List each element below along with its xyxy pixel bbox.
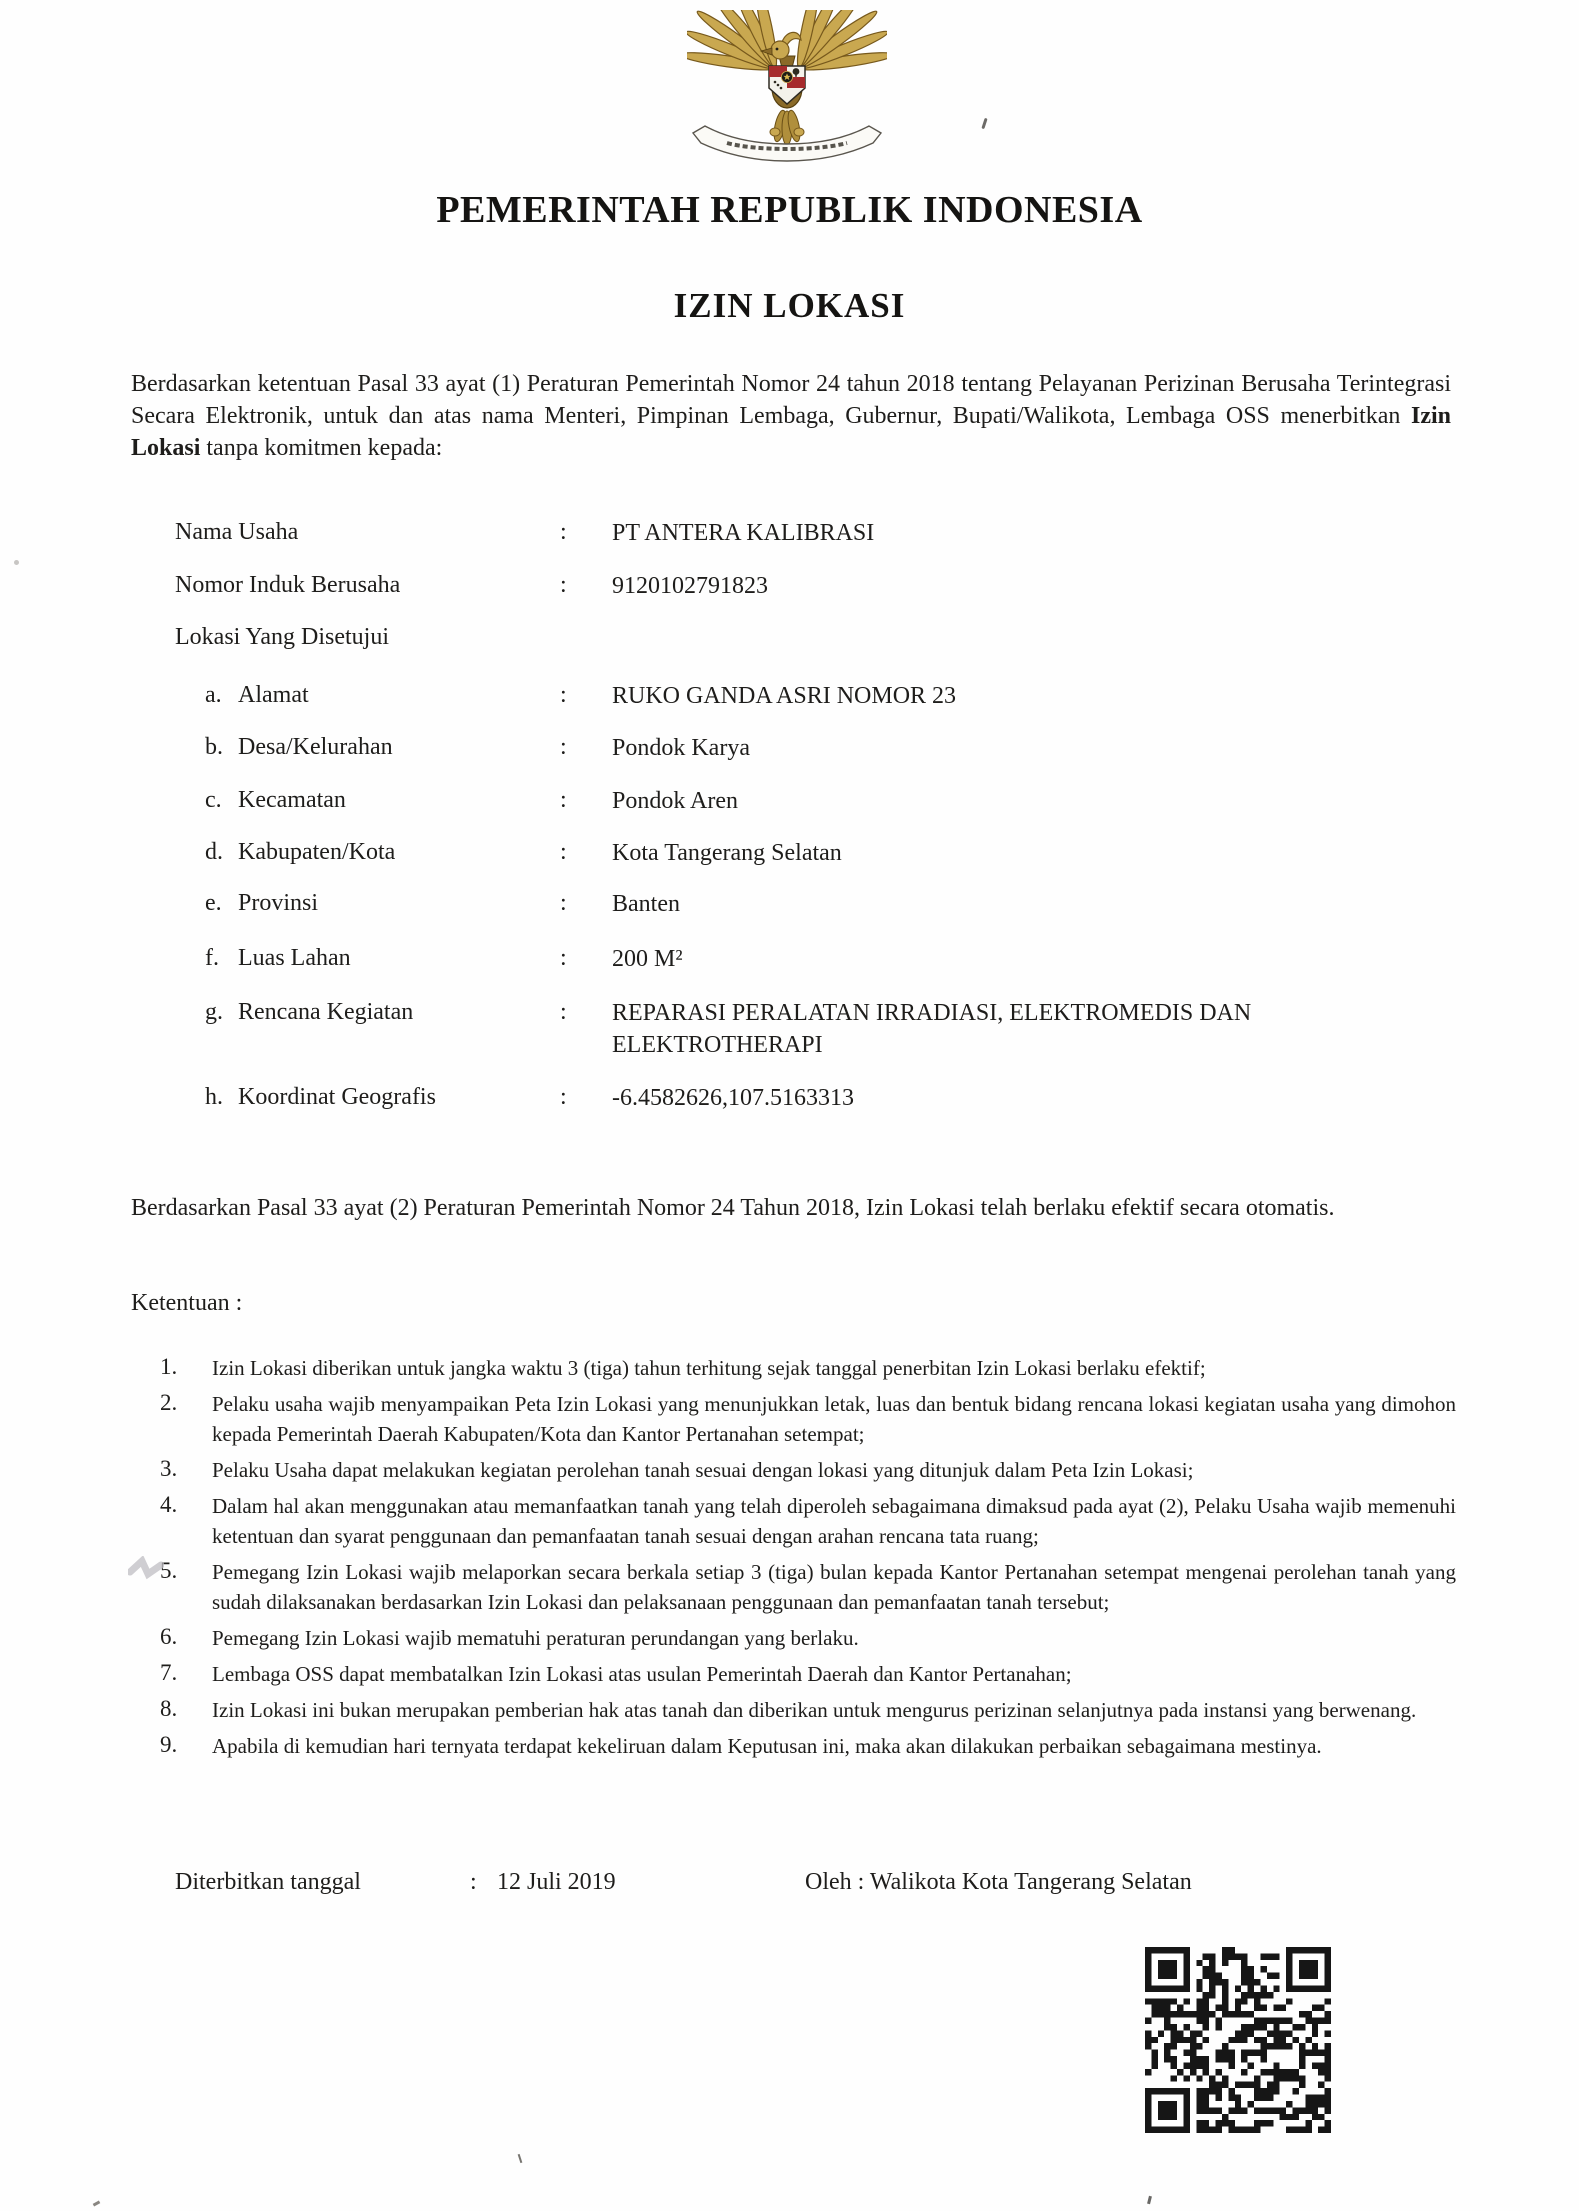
colon-separator: : [560,839,567,865]
list-item [160,1353,1456,1383]
item-value: Pondok Karya [612,735,750,761]
item-number: 7. [160,1660,178,1685]
field-label: Lokasi Yang Disetujui [175,624,390,650]
list-item [160,1491,1456,1551]
item-number: 3. [160,1456,178,1481]
item-text: Izin Lokasi ini bukan merupakan pemberian hak atas tanah dan diberikan untuk mengurus perizinan selanjutnya pada instansi yang berwenang. [212,1698,1417,1722]
item-value: Banten [612,891,680,917]
item-value: -6.4582626,107.5163313 [612,1085,854,1111]
item-number: 9. [160,1732,178,1757]
item-label: Desa/Kelurahan [238,734,393,760]
list-item [160,1455,1456,1485]
item-value: RUKO GANDA ASRI NOMOR 23 [612,683,957,709]
item-letter: d. [205,839,223,865]
item-text: Dalam hal akan menggunakan atau memanfaatkan tanah yang telah diperoleh sebagaimana dimaksud pada ayat (2), Pelaku Usaha wajib memenuhi ketentuan dan syarat penggunaan dan pemanfaatan tanah sesuai dengan arahan rencana tata ruang; [212,1494,1456,1548]
list-item [160,1389,1456,1449]
item-text: Pemegang Izin Lokasi wajib melaporkan secara berkala setiap 3 (tiga) bulan kepada Kantor Pertanahan setempat mengenai perolehan tanah yang sudah dilaksanakan berdasarkan Izin Lokasi dan pelaksanaan penggunaan dan pemanfaatan tanah tersebut; [212,1560,1456,1614]
scan-artifact [14,560,19,565]
scan-artifact [128,1556,164,1584]
scan-artifact [93,2201,101,2207]
item-letter: f. [205,945,219,971]
item-number: 2. [160,1390,178,1415]
item-number: 4. [160,1492,178,1517]
item-letter: b. [205,734,223,760]
intro-text-post: tanpa komitmen kepada: [200,435,443,461]
colon-separator: : [560,890,567,916]
scan-artifact [981,118,987,129]
item-label: Kabupaten/Kota [238,839,396,865]
item-label: Alamat [238,682,309,708]
colon-separator: : [560,999,567,1025]
item-text: Lembaga OSS dapat membatalkan Izin Lokasi atas usulan Pemerintah Daerah dan Kantor Pertanahan; [212,1662,1072,1686]
field-value: 9120102791823 [612,573,768,599]
item-letter: c. [205,787,222,813]
qr-code [1145,1947,1331,2133]
colon-separator: : [560,1084,567,1110]
list-item [160,1623,1456,1653]
issued-date-label: Diterbitkan tanggal [175,1869,361,1895]
item-text: Izin Lokasi diberikan untuk jangka waktu 3 (tiga) tahun terhitung sejak tanggal penerbitan Izin Lokasi berlaku efektif; [212,1356,1206,1380]
item-letter: g. [205,999,223,1025]
page-title: PEMERINTAH REPUBLIK INDONESIA [436,189,1143,231]
item-letter: h. [205,1084,223,1110]
list-item [160,1557,1456,1617]
item-label: Kecamatan [238,787,346,813]
colon-separator: : [470,1869,477,1895]
item-number: 1. [160,1354,178,1379]
item-number: 8. [160,1696,178,1721]
issued-by: Oleh : Walikota Kota Tangerang Selatan [805,1869,1192,1895]
colon-separator: : [560,519,567,545]
item-number: 6. [160,1624,178,1649]
document-type-title: IZIN LOKASI [673,286,906,325]
item-label: Rencana Kegiatan [238,999,414,1025]
ketentuan-heading: Ketentuan : [131,1290,243,1316]
item-value: 200 M² [612,946,683,972]
list-item [160,1695,1456,1725]
intro-text-pre: Berdasarkan ketentuan Pasal 33 ayat (1) Peraturan Pemerintah Nomor 24 tahun 2018 tentang Pelayanan Perizinan Berusaha Terintegrasi Secara Elektronik, untuk dan atas nama Menteri, Pimpinan Lembaga, Gubernur, Bupati/Walikota, Lembaga OSS menerbitkan [131,371,1451,429]
item-text: Pelaku usaha wajib menyampaikan Peta Izin Lokasi yang menunjukkan letak, luas dan bentuk bidang rencana lokasi kegiatan usaha yang dimohon kepada Pemerintah Daerah Kabupaten/Kota dan Kantor Pertanahan setempat; [212,1392,1456,1446]
item-letter: a. [205,682,222,708]
item-value: Kota Tangerang Selatan [612,840,842,866]
list-item [160,1731,1456,1761]
intro-paragraph [131,368,1451,464]
item-label: Koordinat Geografis [238,1084,436,1110]
scan-artifact [1147,2196,1152,2204]
effective-note-paragraph: Berdasarkan Pasal 33 ayat (2) Peraturan Pemerintah Nomor 24 Tahun 2018, Izin Lokasi telah berlaku efektif secara otomatis. [131,1195,1335,1221]
colon-separator: : [560,682,567,708]
colon-separator: : [560,572,567,598]
colon-separator: : [560,787,567,813]
qr-code-icon [1145,1947,1331,2133]
ketentuan-list [160,1353,1456,1767]
item-value: Pondok Aren [612,788,738,814]
item-value: REPARASI PERALATAN IRRADIASI, ELEKTROMEDIS DAN ELEKTROTHERAPI [612,1000,1252,1058]
intro-text-bold: Izin Lokasi [131,403,1451,461]
item-label: Provinsi [238,890,319,916]
field-label: Nomor Induk Berusaha [175,572,401,598]
item-text: Pemegang Izin Lokasi wajib mematuhi peraturan perundangan yang berlaku. [212,1626,859,1650]
scan-artifact [518,2154,523,2163]
list-item [160,1659,1456,1689]
item-letter: e. [205,890,222,916]
item-text: Pelaku Usaha dapat melakukan kegiatan perolehan tanah sesuai dengan lokasi yang ditunjuk dalam Peta Izin Lokasi; [212,1458,1194,1482]
garuda-pancasila-emblem-icon [687,10,887,162]
colon-separator: : [560,734,567,760]
field-value: PT ANTERA KALIBRASI [612,520,875,546]
field-label: Nama Usaha [175,519,299,545]
item-number: 5. [160,1558,178,1583]
colon-separator: : [560,945,567,971]
item-text: Apabila di kemudian hari ternyata terdapat kekeliruan dalam Keputusan ini, maka akan dilakukan perbaikan sebagaimana mestinya. [212,1734,1322,1758]
item-label: Luas Lahan [238,945,351,971]
issued-date-value: 12 Juli 2019 [497,1869,616,1895]
